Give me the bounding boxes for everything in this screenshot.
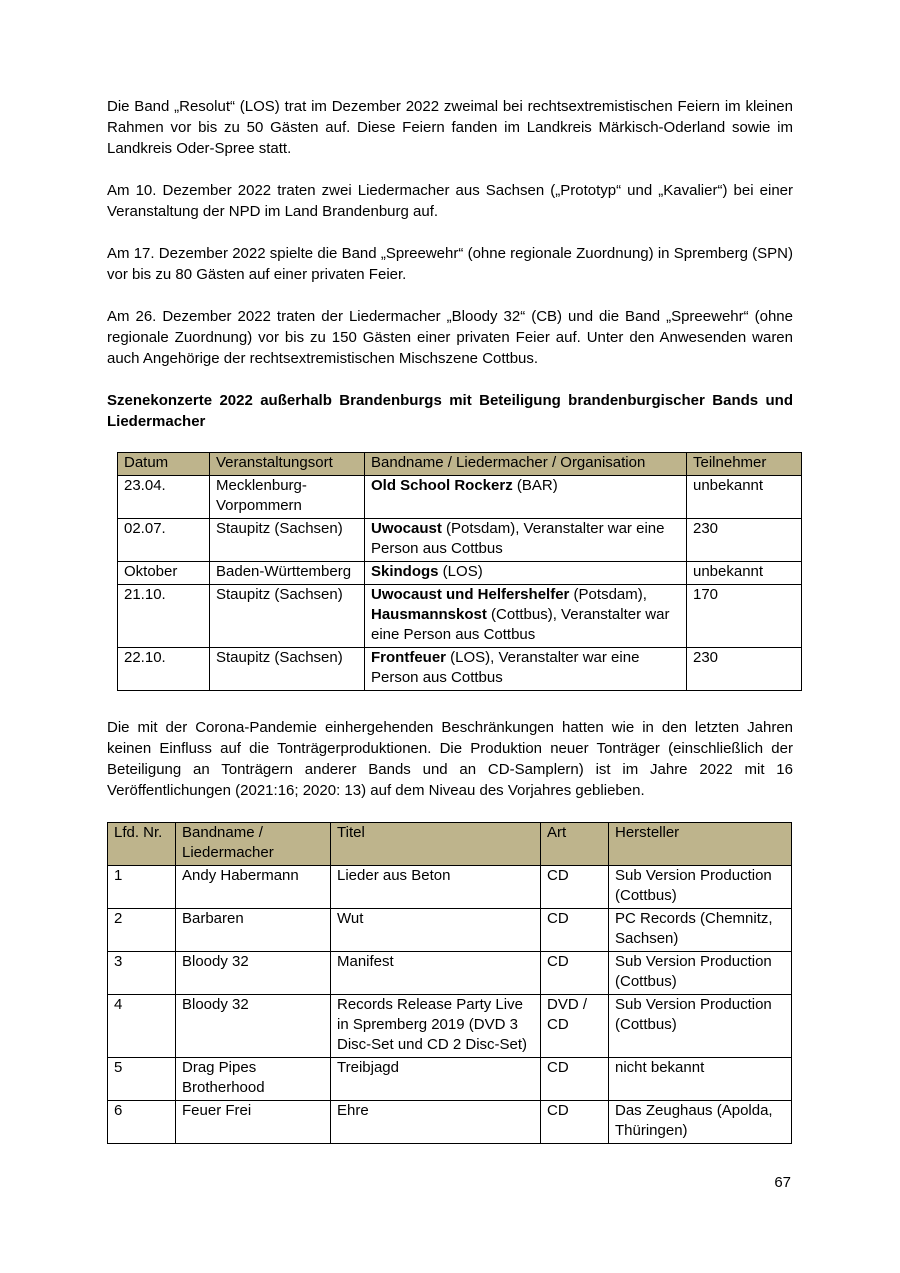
- col-header-bandname: Bandname / Liedermacher / Organisation: [365, 453, 687, 476]
- cell-text: 22.10.: [124, 649, 166, 666]
- cell-text: Drag Pipes Brotherhood: [182, 1059, 265, 1096]
- cell-text: CD: [547, 1059, 569, 1076]
- table-cell: [331, 866, 541, 909]
- cell-text: Manifest: [337, 953, 394, 970]
- concerts-table: [117, 452, 802, 691]
- table-cell: [118, 648, 210, 691]
- cell-text: CD: [547, 1102, 569, 1119]
- band-name-bold: Skindogs: [371, 563, 439, 580]
- col-header-lfd-nr: Lfd. Nr.: [108, 823, 176, 866]
- table-cell: [687, 585, 802, 648]
- table-cell: [541, 866, 609, 909]
- cell-text: Staupitz (Sachsen): [216, 520, 343, 537]
- paragraph-spreewehr-spremberg: Am 17. Dezember 2022 spielte die Band „Spreewehr“ (ohne regionale Zuordnung) in Spremberg (SPN) vor bis zu 80 Gästen auf einer privaten Feier.: [107, 245, 793, 283]
- cell-text: (LOS), Veranstalter war eine Person aus Cottbus: [371, 649, 640, 686]
- cell-text: Staupitz (Sachsen): [216, 586, 343, 603]
- cell-text: 6: [114, 1102, 123, 1119]
- cell-text: CD: [547, 953, 569, 970]
- table-row: [108, 909, 792, 952]
- band-name-bold: Old School Rockerz: [371, 477, 513, 494]
- table-cell: [210, 476, 365, 519]
- cell-text: 1: [114, 867, 123, 884]
- table-cell: [331, 1101, 541, 1144]
- cell-text: 170: [693, 586, 719, 603]
- table-row: [108, 1101, 792, 1144]
- table-cell: [541, 909, 609, 952]
- cell-text: Sub Version Production (Cottbus): [615, 867, 772, 904]
- col-header-veranstaltungsort: Veranstaltungsort: [210, 453, 365, 476]
- col-header-bandname-liedermacher: Bandname / Liedermacher: [176, 823, 331, 866]
- table-cell: [687, 562, 802, 585]
- table-cell: [118, 562, 210, 585]
- cell-text: 21.10.: [124, 586, 166, 603]
- releases-table-header-row: [108, 823, 792, 866]
- band-name-bold: Uwocaust und Helfershelfer: [371, 586, 570, 603]
- cell-text: Sub Version Production (Cottbus): [615, 996, 772, 1033]
- cell-text: Oktober: [124, 563, 178, 580]
- band-name-bold: Uwocaust: [371, 520, 442, 537]
- table-cell: [108, 1058, 176, 1101]
- table-cell: [108, 952, 176, 995]
- cell-text: Treibjagd: [337, 1059, 399, 1076]
- band-name-bold: Hausmannskost: [371, 606, 487, 623]
- table-cell: [331, 1058, 541, 1101]
- cell-text: Wut: [337, 910, 364, 927]
- table-row: [108, 952, 792, 995]
- col-header-art: Art: [541, 823, 609, 866]
- cell-text: Das Zeughaus (Apolda, Thüringen): [615, 1102, 773, 1139]
- table-cell: [210, 585, 365, 648]
- table-cell: [176, 1101, 331, 1144]
- table-cell: [365, 476, 687, 519]
- table-cell: [609, 909, 792, 952]
- cell-text: Sub Version Production (Cottbus): [615, 953, 772, 990]
- table-row: [118, 562, 802, 585]
- cell-text: Ehre: [337, 1102, 369, 1119]
- table-cell: [118, 519, 210, 562]
- table-row: [118, 476, 802, 519]
- band-name-bold: Frontfeuer: [371, 649, 446, 666]
- cell-text: Barbaren: [182, 910, 244, 927]
- col-header-datum: Datum: [118, 453, 210, 476]
- table-cell: [687, 648, 802, 691]
- cell-text: Mecklenburg-Vorpommern: [216, 477, 307, 514]
- releases-table-body: [108, 866, 792, 1144]
- concerts-table-body: [118, 476, 802, 691]
- table-cell: [118, 476, 210, 519]
- cell-text: nicht bekannt: [615, 1059, 705, 1076]
- cell-text: (BAR): [512, 477, 558, 494]
- cell-text: 23.04.: [124, 477, 166, 494]
- paragraph-bloody32-feier: Am 26. Dezember 2022 traten der Liedermacher „Bloody 32“ (CB) und die Band „Spreewehr“ (ohne regionale Zuordnung) vor bis zu 150 Gästen einer privaten Feier auf. Unter den Anwesenden waren auch Angehörige der rechtsextremistischen Mischszene Cottbus.: [107, 308, 793, 367]
- section-heading-szenekonzerte: Szenekonzerte 2022 außerhalb Brandenburgs mit Beteiligung brandenburgischer Bands und Liedermacher: [107, 392, 793, 430]
- table-cell: [210, 519, 365, 562]
- table-cell: [609, 1058, 792, 1101]
- cell-text: 4: [114, 996, 123, 1013]
- table-cell: [541, 995, 609, 1058]
- table-cell: [108, 909, 176, 952]
- table-row: [118, 519, 802, 562]
- table-cell: [176, 866, 331, 909]
- col-header-teilnehmer: Teilnehmer: [687, 453, 802, 476]
- table-cell: [609, 995, 792, 1058]
- table-row: [108, 1058, 792, 1101]
- cell-text: Staupitz (Sachsen): [216, 649, 343, 666]
- table-row: [108, 866, 792, 909]
- col-header-titel: Titel: [331, 823, 541, 866]
- paragraph-resolut-feiern: Die Band „Resolut“ (LOS) trat im Dezember 2022 zweimal bei rechtsextremistischen Feiern im kleinen Rahmen vor bis zu 50 Gästen auf. Diese Feiern fanden im Landkreis Märkisch-Oderland sowie im Landkreis Oder-Spree statt.: [107, 98, 793, 157]
- cell-text: unbekannt: [693, 563, 764, 580]
- cell-text: 3: [114, 953, 123, 970]
- table-row: [118, 648, 802, 691]
- paragraph-liedermacher-npd: Am 10. Dezember 2022 traten zwei Liedermacher aus Sachsen („Prototyp“ und „Kavalier“) bei einer Veranstaltung der NPD im Land Brandenburg auf.: [107, 182, 793, 220]
- table-cell: [210, 648, 365, 691]
- cell-text: CD: [547, 910, 569, 927]
- table-row: [118, 585, 802, 648]
- table-cell: [176, 909, 331, 952]
- cell-text: 2: [114, 910, 123, 927]
- cell-text: Bloody 32: [182, 953, 249, 970]
- cell-text: PC Records (Chemnitz, Sachsen): [615, 910, 773, 947]
- cell-text: (Potsdam),: [569, 586, 647, 603]
- table-cell: [365, 585, 687, 648]
- cell-text: 230: [693, 520, 719, 537]
- cell-text: Lieder aus Beton: [337, 867, 451, 884]
- cell-text: (LOS): [438, 563, 483, 580]
- table-cell: [108, 866, 176, 909]
- cell-text: Bloody 32: [182, 996, 249, 1013]
- table-cell: [609, 952, 792, 995]
- paragraph-tontraegerproduktionen: Die mit der Corona-Pandemie einhergehenden Beschränkungen hatten wie in den letzten Jahren keinen Einfluss auf die Tonträgerproduktionen. Die Produktion neuer Tonträger (einschließlich der Beteiligung an Tonträgern anderer Bands und an CD-Samplern) ist im Jahre 2022 mit 16 Veröffentlichungen (2021:16; 2020: 13) auf dem Niveau des Vorjahres geblieben.: [107, 719, 793, 799]
- cell-text: (Potsdam), Veranstalter war eine Person aus Cottbus: [371, 520, 665, 557]
- cell-text: Baden-Württemberg: [216, 563, 352, 580]
- table-cell: [541, 952, 609, 995]
- table-cell: [541, 1101, 609, 1144]
- table-cell: [365, 562, 687, 585]
- table-cell: [176, 952, 331, 995]
- table-cell: [210, 562, 365, 585]
- cell-text: 02.07.: [124, 520, 166, 537]
- table-cell: [687, 476, 802, 519]
- table-row: [108, 995, 792, 1058]
- cell-text: unbekannt: [693, 477, 764, 494]
- concerts-table-header-row: [118, 453, 802, 476]
- table-cell: [541, 1058, 609, 1101]
- cell-text: (Cottbus), Veranstalter war eine Person aus Cottbus: [371, 606, 670, 643]
- table-cell: [687, 519, 802, 562]
- table-cell: [331, 995, 541, 1058]
- table-cell: [365, 519, 687, 562]
- table-cell: [108, 995, 176, 1058]
- cell-text: 230: [693, 649, 719, 666]
- table-cell: [331, 952, 541, 995]
- table-cell: [609, 1101, 792, 1144]
- table-cell: [365, 648, 687, 691]
- table-cell: [176, 1058, 331, 1101]
- cell-text: Records Release Party Live in Spremberg 2019 (DVD 3 Disc-Set und CD 2 Disc-Set): [337, 996, 528, 1053]
- cell-text: Feuer Frei: [182, 1102, 252, 1119]
- table-cell: [118, 585, 210, 648]
- releases-table: [107, 822, 792, 1144]
- cell-text: 5: [114, 1059, 123, 1076]
- cell-text: DVD / CD: [547, 996, 588, 1033]
- table-cell: [331, 909, 541, 952]
- table-cell: [176, 995, 331, 1058]
- table-cell: [108, 1101, 176, 1144]
- page-number: 67: [774, 1174, 791, 1191]
- cell-text: Andy Habermann: [182, 867, 299, 884]
- table-cell: [609, 866, 792, 909]
- col-header-hersteller: Hersteller: [609, 823, 792, 866]
- cell-text: CD: [547, 867, 569, 884]
